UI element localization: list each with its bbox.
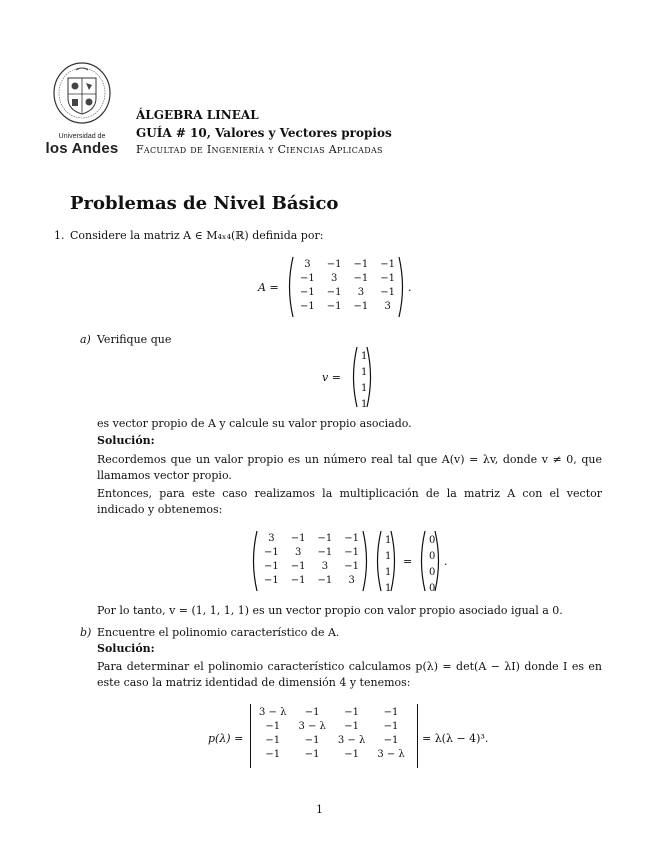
matrix-cell: 3 (330, 273, 338, 284)
vector-entry: 0 (429, 535, 436, 546)
matrix-cell: −1 (304, 749, 320, 760)
left-paren-icon (286, 256, 294, 318)
vector-v-label: v = (322, 371, 341, 384)
matrix-cell: −1 (290, 561, 306, 572)
matrix-a-table (294, 258, 401, 314)
matrix-cell: −1 (290, 575, 306, 586)
vector-entry: 1 (385, 535, 392, 546)
matrix-cell: −1 (264, 575, 279, 586)
matrix-cell: −1 (317, 547, 333, 558)
matrix-cell: −1 (380, 287, 395, 298)
problem-number: 1. (54, 229, 65, 242)
product-period: . (444, 555, 448, 568)
matrix-cell: −1 (300, 301, 315, 312)
part-a-solution-p1: Recordemos que un valor propio es un número real tal que A(v) = λv, donde v ≠ 0, que llamamos vector propio. (97, 453, 602, 482)
matrix-cell: 3 − λ (377, 749, 405, 760)
matrix-cell: −1 (353, 259, 369, 270)
right-paren-icon (390, 530, 398, 592)
matrix-cell: −1 (317, 575, 333, 586)
matrix-cell: −1 (290, 533, 306, 544)
vector-entry: 1 (385, 583, 392, 594)
matrix-cell: 3 − λ (259, 707, 287, 718)
matrix-cell: −1 (304, 735, 320, 746)
course-title: ÁLGEBRA LINEAL (136, 108, 259, 122)
matrix-cell: −1 (380, 259, 395, 270)
right-paren-icon (366, 346, 374, 408)
part-b-solution-p1: Para determinar el polinomio característico calculamos p(λ) = det(A − λI) donde I es en este caso la matriz identidad de dimensión 4 y tenemos: (97, 660, 602, 689)
matrix-cell: 3 − λ (298, 721, 326, 732)
part-b-label: b) (80, 626, 92, 639)
matrix-cell: −1 (300, 287, 315, 298)
section-title: Problemas de Nivel Básico (70, 193, 339, 214)
matrix-cell: −1 (326, 301, 342, 312)
matrix-cell: −1 (264, 561, 279, 572)
matrix-cell: 3 (357, 287, 365, 298)
vector-entry: 0 (429, 567, 436, 578)
university-small-text: Universidad de (58, 133, 106, 140)
matrix-row (294, 286, 401, 300)
right-paren-icon (434, 530, 442, 592)
matrix-cell: 3 (384, 301, 391, 312)
matrix-cell: −1 (317, 533, 333, 544)
vector-entry: 0 (429, 551, 436, 562)
matrix-cell: −1 (344, 749, 359, 760)
determinant-result: = λ(λ − 4)³. (422, 732, 489, 745)
vector-entry: 1 (361, 399, 368, 410)
part-a-label: a) (80, 333, 91, 346)
left-paren-icon (250, 530, 258, 592)
matrix-cell: −1 (383, 707, 399, 718)
right-paren-icon (362, 530, 370, 592)
product-matrix-table (258, 532, 365, 588)
matrix-cell: −1 (383, 735, 399, 746)
matrix-cell: −1 (344, 707, 359, 718)
determinant-label: p(λ) = (208, 732, 244, 745)
matrix-cell: −1 (264, 547, 279, 558)
matrix-cell: 3 (268, 533, 275, 544)
matrix-row (294, 258, 401, 272)
matrix-cell: −1 (344, 533, 359, 544)
determinant-table (253, 706, 411, 762)
matrix-cell: −1 (300, 273, 315, 284)
university-name: los Andes (45, 140, 119, 157)
part-a-conclusion: Por lo tanto, v = (1, 1, 1, 1) es un vector propio con valor propio asociado igual a 0. (97, 604, 563, 617)
university-crest-logo (52, 62, 112, 124)
matrix-cell: −1 (344, 721, 359, 732)
matrix-cell: −1 (380, 273, 395, 284)
matrix-cell: −1 (326, 287, 342, 298)
vector-entry: 1 (361, 383, 368, 394)
problem-statement: Considere la matriz A ∈ M₄ₓ₄(ℝ) definida por: (70, 229, 324, 242)
matrix-row (294, 300, 401, 314)
part-a-solution-label: Solución: (97, 434, 155, 447)
product-equals-sign: = (403, 555, 413, 568)
vector-entry: 1 (361, 367, 368, 378)
page-number: 1 (316, 803, 323, 816)
guide-title: GUÍA # 10, Valores y Vectores propios (136, 126, 392, 140)
matrix-cell: −1 (326, 259, 342, 270)
matrix-cell: −1 (265, 721, 281, 732)
right-paren-icon (398, 256, 406, 318)
matrix-a-label: A = (258, 281, 279, 294)
matrix-cell: −1 (265, 735, 281, 746)
part-a-solution-p2: Entonces, para este caso realizamos la multiplicación de la matriz A con el vector indicado y obtenemos: (97, 487, 602, 516)
matrix-cell: 3 − λ (337, 735, 366, 746)
matrix-row (294, 272, 401, 286)
matrix-cell: −1 (265, 749, 281, 760)
matrix-cell: 3 (321, 561, 329, 572)
vector-entry: 0 (429, 583, 436, 594)
matrix-cell: −1 (353, 301, 369, 312)
vector-entry: 1 (385, 551, 392, 562)
matrix-cell: −1 (344, 547, 359, 558)
matrix-cell: −1 (304, 707, 320, 718)
part-b-solution-label: Solución: (97, 642, 155, 655)
matrix-cell: −1 (344, 561, 359, 572)
matrix-cell: 3 (348, 575, 355, 586)
part-b-text: Encuentre el polinomio característico de A. (97, 626, 340, 639)
matrix-cell: −1 (353, 273, 369, 284)
matrix-cell: 3 (294, 547, 302, 558)
matrix-cell: 3 (304, 259, 311, 270)
part-a-after-vector: es vector propio de A y calcule su valor propio asociado. (97, 417, 412, 430)
part-a-text: Verifique que (97, 333, 172, 346)
vector-entry: 1 (361, 351, 368, 362)
faculty-name: Facultad de Ingeniería y Ciencias Aplicadas (136, 143, 383, 156)
matrix-cell: −1 (383, 721, 399, 732)
vector-entry: 1 (385, 567, 392, 578)
determinant-matrix (250, 704, 418, 768)
matrix-period: . (408, 281, 412, 294)
